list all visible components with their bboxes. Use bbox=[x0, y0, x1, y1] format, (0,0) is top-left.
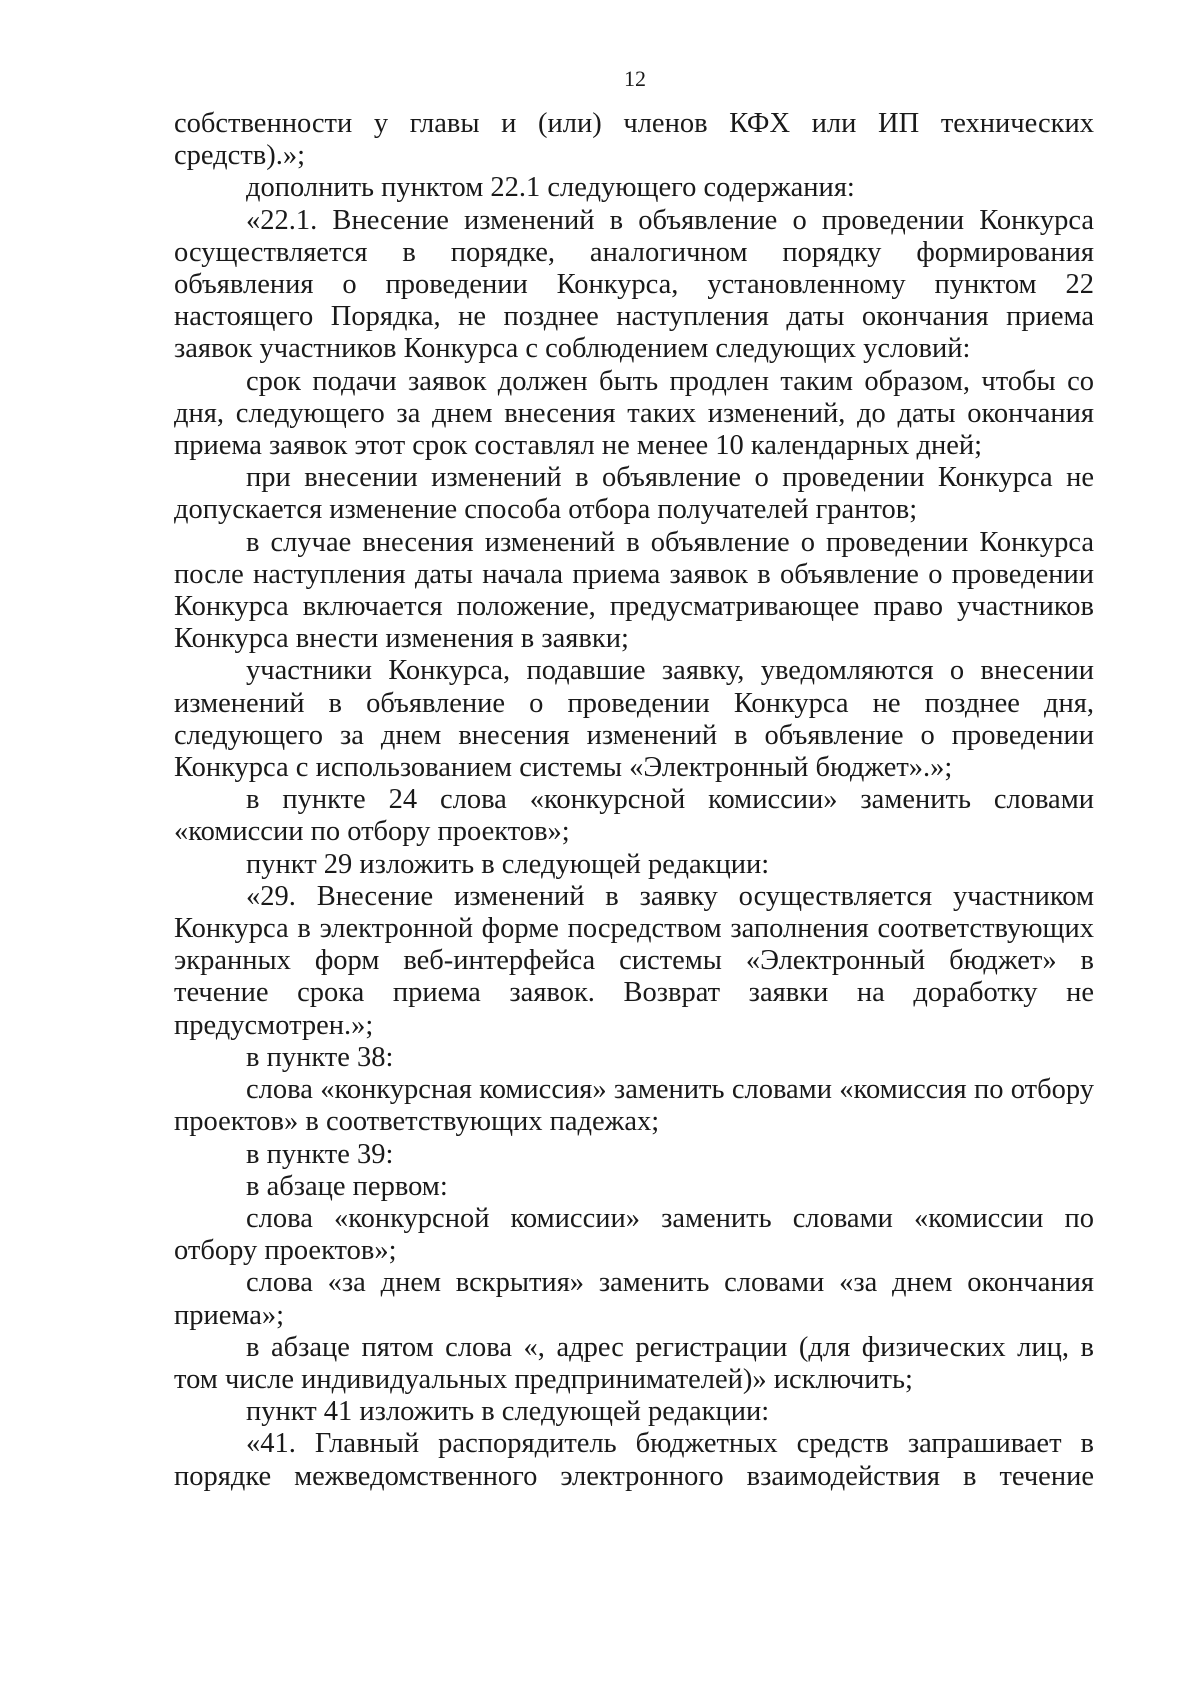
paragraph: слова «конкурсной комиссии» заменить словами «комиссии по отбору проектов»; bbox=[174, 1202, 1094, 1267]
paragraph: в абзаце первом: bbox=[246, 1170, 448, 1202]
paragraph: в абзаце пятом слова «, адрес регистрации (для физических лиц, в том числе индивидуальных предпринимателей)» исключить; bbox=[174, 1331, 1094, 1395]
paragraph: собственности у главы и (или) членов КФХ или ИП технических средств).»; bbox=[174, 108, 1094, 172]
paragraph: срок подачи заявок должен быть продлен таким образом, чтобы со дня, следующего за днем внесения таких изменений, до даты окончания приема заявок этот срок составлял не менее 10 календарных дней; bbox=[174, 365, 1094, 462]
paragraph: при внесении изменений в объявление о проведении Конкурса не допускается изменение способа отбора получателей грантов; bbox=[174, 462, 1094, 526]
paragraph: в случае внесения изменений в объявление о проведении Конкурса после наступления даты начала приема заявок в объявление о проведении Конкурса включается положение, предусматривающее право участников Конкурса внести изменения в заявки; bbox=[174, 526, 1094, 655]
paragraph: пункт 41 изложить в следующей редакции: bbox=[246, 1396, 770, 1428]
paragraph: «29. Внесение изменений в заявку осуществляется участником Конкурса в электронной форме посредством заполнения соответствующих экранных форм веб-интерфейса системы «Электронный бюджет» в течение срока приема заявок. Возврат заявки на доработку не предусмотрен.»; bbox=[174, 880, 1094, 1041]
paragraph: в пункте 24 слова «конкурсной комиссии» заменить словами «комиссии по отбору проектов»; bbox=[174, 784, 1094, 848]
paragraph: слова «конкурсная комиссия» заменить словами «комиссия по отбору проектов» в соответствующих падежах; bbox=[174, 1074, 1094, 1138]
paragraph: «22.1. Внесение изменений в объявление о проведении Конкурса осуществляется в порядке, аналогичном порядку формирования объявления о проведении Конкурса, установленному пунктом 22 настоящего Порядка, не позднее наступления даты окончания приема заявок участников Конкурса с соблюдением следующих условий: bbox=[174, 204, 1094, 365]
paragraph: пункт 29 изложить в следующей редакции: bbox=[246, 848, 770, 880]
document-body bbox=[174, 108, 1094, 1493]
paragraph: в пункте 39: bbox=[246, 1138, 394, 1170]
paragraph: участники Конкурса, подавшие заявку, уведомляются о внесении изменений в объявление о проведении Конкурса не позднее дня, следующего за днем внесения изменений в объявление о проведении Конкурса с использованием системы «Электронный бюджет».»; bbox=[174, 655, 1094, 784]
paragraph: слова «за днем вскрытия» заменить словами «за днем окончания приема»; bbox=[174, 1267, 1094, 1331]
paragraph: в пункте 38: bbox=[246, 1041, 394, 1073]
page-number: 12 bbox=[624, 66, 646, 91]
paragraph: «41. Главный распорядитель бюджетных средств запрашивает в порядке межведомственного электронного взаимодействия в течение bbox=[174, 1428, 1094, 1492]
paragraph: дополнить пунктом 22.1 следующего содержания: bbox=[246, 172, 855, 204]
